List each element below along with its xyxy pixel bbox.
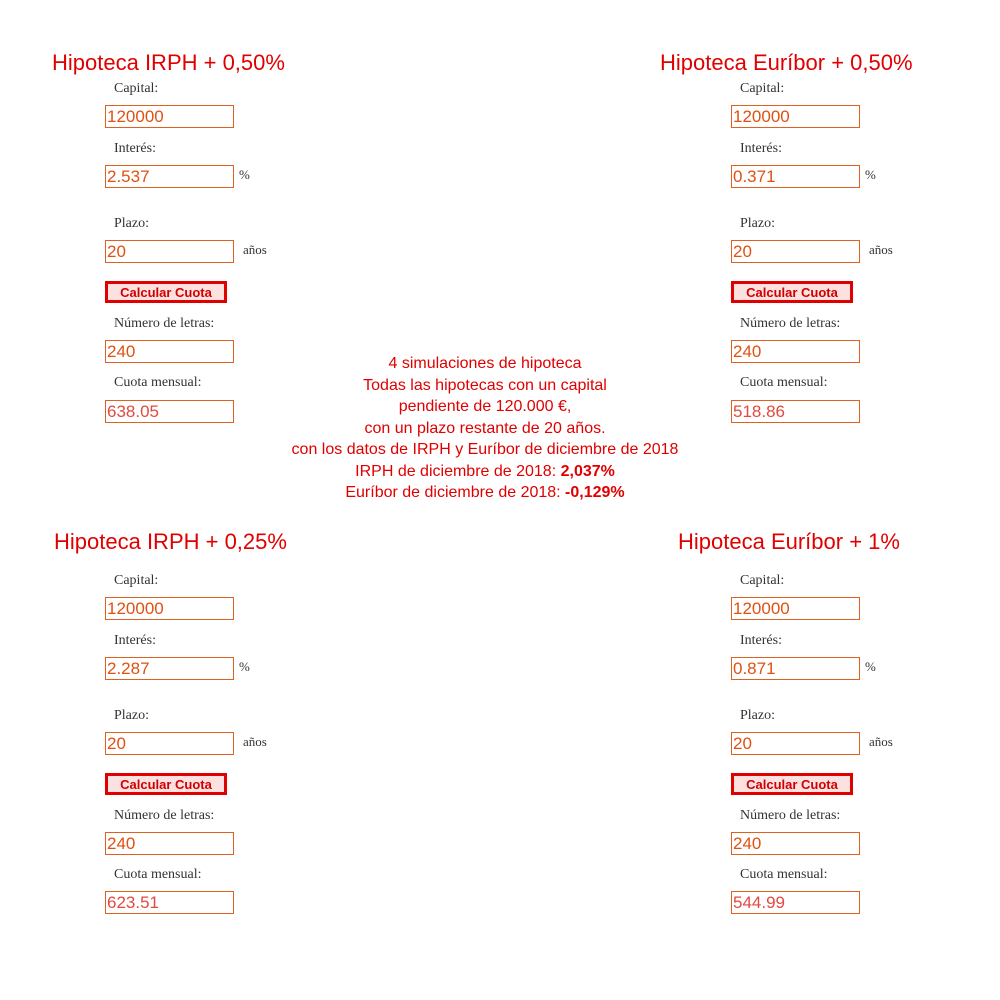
- summary-line-title: 4 simulaciones de hipoteca: [388, 355, 582, 372]
- cuota-mensual-label: Cuota mensual:: [114, 867, 202, 882]
- percent-unit: %: [865, 167, 876, 182]
- calcular-cuota-button[interactable]: Calcular Cuota: [105, 281, 227, 303]
- plazo-input[interactable]: [731, 732, 860, 755]
- capital-label: Capital:: [740, 81, 785, 96]
- capital-label: Capital:: [114, 81, 159, 96]
- plazo-label: Plazo:: [740, 708, 775, 723]
- simulation-euribor-100: [678, 529, 1000, 919]
- irph-prefix: IRPH de diciembre de 2018:: [355, 462, 561, 480]
- calcular-cuota-button[interactable]: Calcular Cuota: [105, 773, 227, 795]
- capital-input[interactable]: [731, 597, 860, 620]
- capital-label: Capital:: [114, 573, 159, 588]
- summary-euribor-line: [260, 482, 710, 504]
- interes-input[interactable]: [731, 165, 860, 188]
- numero-letras-label: Número de letras:: [740, 316, 841, 331]
- percent-unit: %: [239, 659, 250, 674]
- simulation-title: Hipoteca IRPH + 0,50%: [52, 50, 285, 75]
- percent-unit: %: [865, 659, 876, 674]
- summary-text: [260, 353, 710, 504]
- numero-letras-label: Número de letras:: [114, 316, 215, 331]
- plazo-label: Plazo:: [114, 708, 149, 723]
- years-unit: años: [243, 734, 267, 749]
- plazo-label: Plazo:: [740, 216, 775, 231]
- numero-letras-label: Número de letras:: [740, 808, 841, 823]
- plazo-input[interactable]: [731, 240, 860, 263]
- numero-letras-input[interactable]: [105, 340, 234, 363]
- simulation-title: Hipoteca IRPH + 0,25%: [54, 529, 287, 554]
- interes-input[interactable]: [731, 657, 860, 680]
- euribor-value: -0,129%: [565, 484, 625, 501]
- simulation-irph-025: [52, 529, 382, 919]
- interes-label: Interés:: [740, 141, 782, 156]
- interes-input[interactable]: [105, 657, 234, 680]
- plazo-label: Plazo:: [114, 216, 149, 231]
- simulation-euribor-050: [660, 50, 1000, 440]
- cuota-mensual-output[interactable]: [731, 400, 860, 423]
- summary-irph-line: [260, 461, 710, 483]
- calcular-cuota-button[interactable]: Calcular Cuota: [731, 281, 853, 303]
- interes-label: Interés:: [114, 633, 156, 648]
- years-unit: años: [869, 242, 893, 257]
- cuota-mensual-label: Cuota mensual:: [740, 375, 828, 390]
- plazo-input[interactable]: [105, 240, 234, 263]
- euribor-prefix: Euríbor de diciembre de 2018:: [345, 484, 566, 501]
- capital-input[interactable]: [731, 105, 860, 128]
- cuota-mensual-label: Cuota mensual:: [740, 867, 828, 882]
- calcular-cuota-button[interactable]: Calcular Cuota: [731, 773, 853, 795]
- percent-unit: %: [239, 167, 250, 182]
- numero-letras-label: Número de letras:: [114, 808, 215, 823]
- capital-label: Capital:: [740, 573, 785, 588]
- interes-input[interactable]: [105, 165, 234, 188]
- cuota-mensual-output[interactable]: [105, 891, 234, 914]
- summary-line: con los datos de IRPH y Euríbor de diciembre de 2018: [291, 441, 679, 458]
- simulation-title: Hipoteca Euríbor + 0,50%: [660, 50, 913, 75]
- summary-line: Todas las hipotecas con un capital: [363, 376, 607, 394]
- cuota-mensual-output[interactable]: [105, 400, 234, 423]
- years-unit: años: [243, 242, 267, 257]
- cuota-mensual-output[interactable]: [731, 891, 860, 914]
- cuota-mensual-label: Cuota mensual:: [114, 375, 202, 390]
- summary-line: con un plazo restante de 20 años.: [364, 419, 606, 437]
- irph-value: 2,037%: [560, 462, 615, 480]
- simulation-title: Hipoteca Euríbor + 1%: [678, 529, 900, 554]
- interes-label: Interés:: [114, 141, 156, 156]
- numero-letras-input[interactable]: [105, 832, 234, 855]
- numero-letras-input[interactable]: [731, 832, 860, 855]
- numero-letras-input[interactable]: [731, 340, 860, 363]
- interes-label: Interés:: [740, 633, 782, 648]
- summary-line: pendiente de 120.000 €,: [398, 398, 572, 415]
- capital-input[interactable]: [105, 597, 234, 620]
- plazo-input[interactable]: [105, 732, 234, 755]
- capital-input[interactable]: [105, 105, 234, 128]
- years-unit: años: [869, 734, 893, 749]
